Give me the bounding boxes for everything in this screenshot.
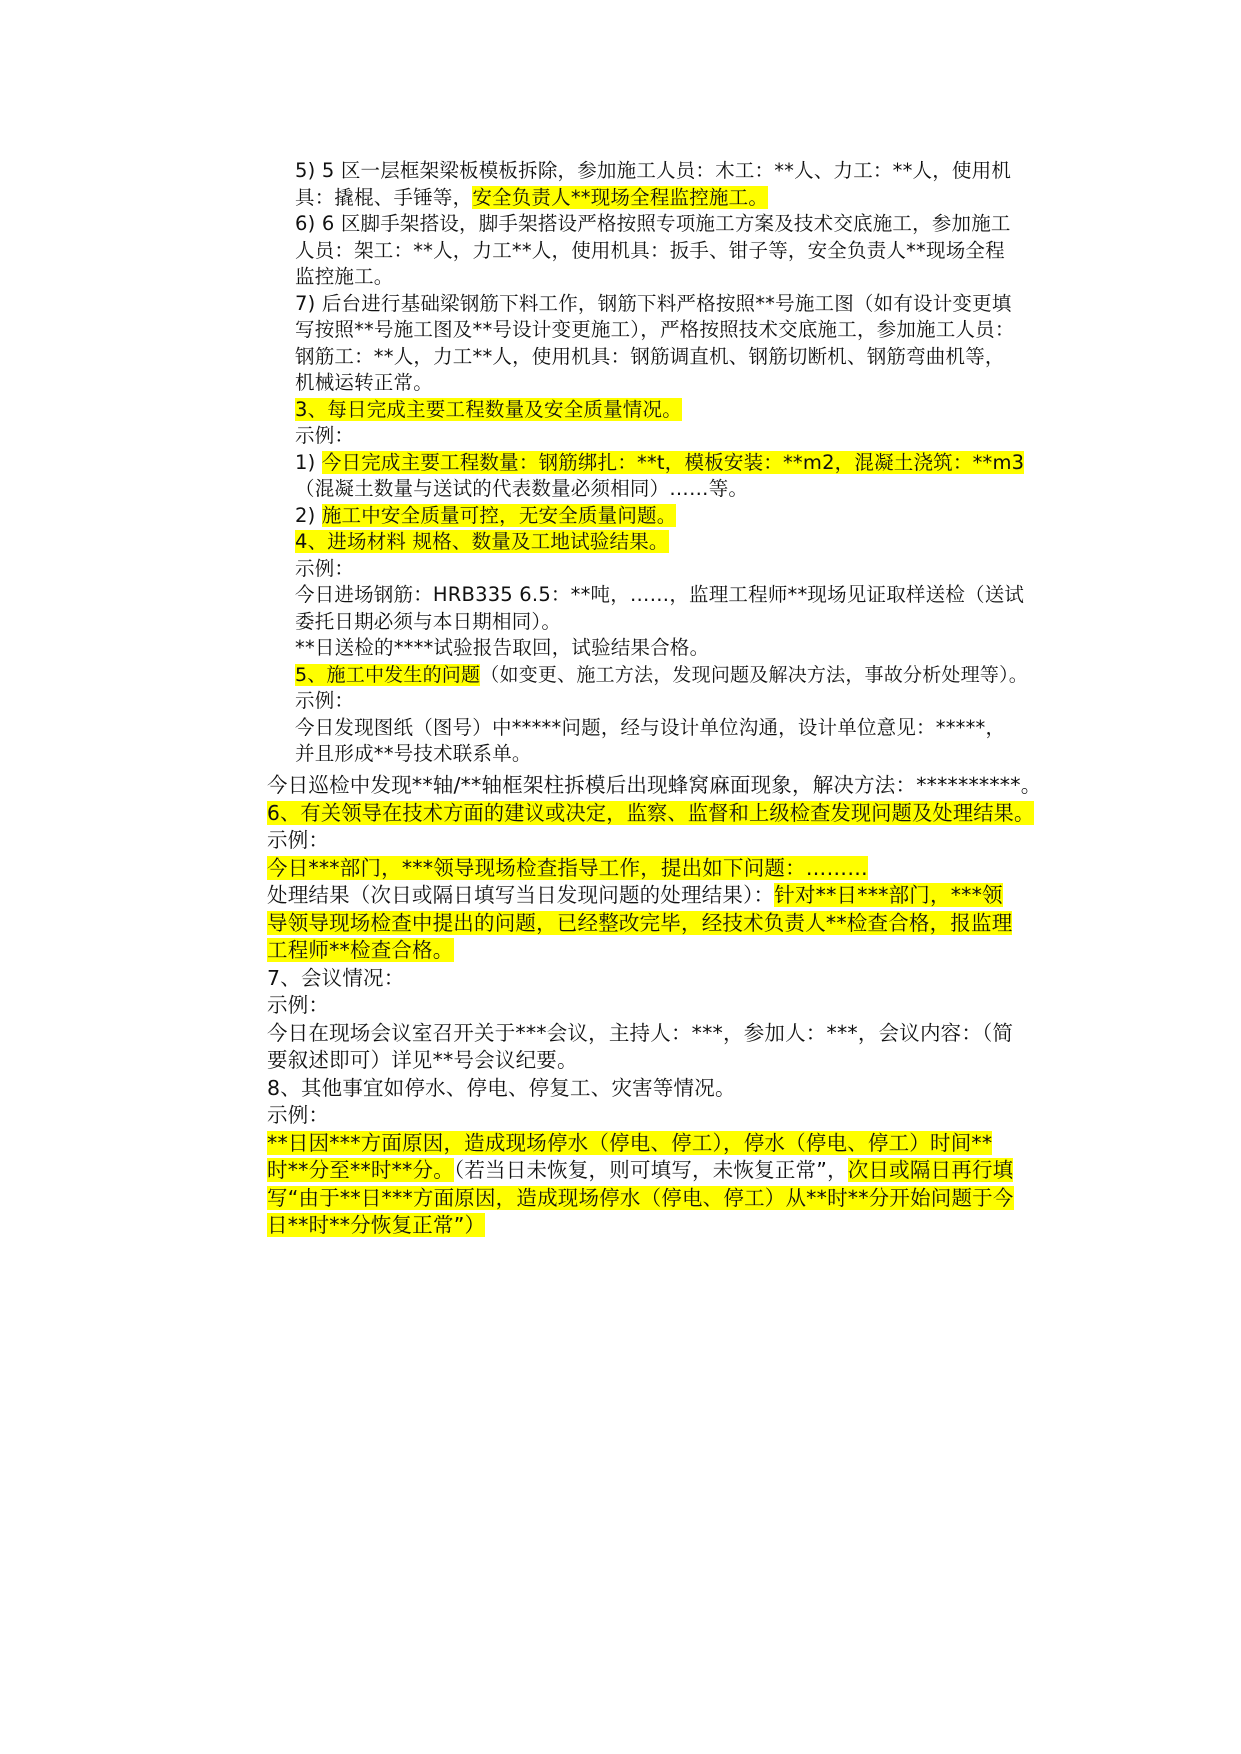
section-heading bbox=[295, 529, 1035, 556]
text-run: 示例： bbox=[267, 993, 330, 1017]
text-run: （如变更、施工方法，发现问题及解决方法，事故分析处理等）。 bbox=[480, 663, 1028, 686]
highlighted-text: 日**时**分恢复正常”） bbox=[267, 1213, 486, 1237]
construction-log-continued bbox=[267, 772, 1042, 1240]
highlighted-text: 工程师**检查合格。 bbox=[267, 938, 454, 962]
highlighted-text: 安全负责人**现场全程监控施工。 bbox=[472, 185, 769, 209]
text-line bbox=[295, 609, 1035, 636]
highlighted-text: 次日或隔日再行填 bbox=[847, 1158, 1014, 1182]
text-line bbox=[267, 772, 1042, 800]
text-line bbox=[267, 937, 1042, 965]
text-line bbox=[267, 1020, 1042, 1048]
text-line bbox=[295, 635, 1035, 662]
text-run: 处理结果（次日或隔日填写当日发现问题的处理结果）： bbox=[267, 883, 775, 907]
text-run: 钢筋工：**人，力工**人，使用机具：钢筋调直机、钢筋切断机、钢筋弯曲机等， bbox=[295, 344, 1005, 368]
text-line bbox=[295, 291, 1035, 318]
text-run: 今日进场钢筋：HRB335 6.5：**吨，……，监理工程师**现场见证取样送检（送试 bbox=[295, 583, 1025, 606]
text-line bbox=[267, 910, 1042, 938]
text-line bbox=[295, 556, 1035, 583]
text-line bbox=[295, 264, 1035, 291]
text-run: 7) 后台进行基础梁钢筋下料工作，钢筋下料严格按照**号施工图（如有设计变更填 bbox=[295, 291, 1012, 315]
text-line bbox=[295, 158, 1035, 185]
text-run: 并且形成**号技术联系单。 bbox=[295, 742, 532, 765]
text-run: （混凝土数量与送试的代表数量必须相同）……等。 bbox=[295, 477, 749, 500]
text-line bbox=[295, 238, 1035, 265]
text-line bbox=[295, 185, 1035, 212]
text-run: **日送检的****试验报告取回，试验结果合格。 bbox=[295, 636, 710, 659]
text-line bbox=[295, 715, 1035, 742]
text-run: 示例： bbox=[295, 556, 355, 580]
text-run: 示例： bbox=[267, 1103, 330, 1127]
highlighted-text: **日因***方面原因，造成现场停水（停电、停工），停水（停电、停工）时间** bbox=[267, 1130, 993, 1155]
text-line bbox=[267, 1212, 1042, 1240]
text-run: 具：撬棍、手锤等， bbox=[295, 185, 473, 209]
section-heading bbox=[295, 662, 1035, 689]
text-line bbox=[267, 1130, 1042, 1158]
section-heading bbox=[267, 800, 1042, 828]
text-line bbox=[267, 1047, 1042, 1075]
text-run: 5) 5 区一层框架梁板模板拆除，参加施工人员：木工：**人、力工：**人，使用机 bbox=[295, 159, 1012, 182]
text-run: 示例： bbox=[267, 828, 330, 852]
text-run: 要叙述即可）详见**号会议纪要。 bbox=[267, 1048, 578, 1072]
text-run: 今日发现图纸（图号）中*****问题，经与设计单位沟通，设计单位意见：*****， bbox=[295, 715, 1006, 739]
text-run: 7、会议情况： bbox=[267, 965, 405, 990]
text-run: 6) 6 区脚手架搭设，脚手架搭设严格按照专项施工方案及技术交底施工，参加施工 bbox=[295, 212, 1011, 235]
text-line bbox=[267, 855, 1042, 883]
text-line bbox=[295, 503, 1035, 530]
highlighted-text: 导领导现场检查中提出的问题，已经整改完毕，经技术负责人**检查合格，报监理 bbox=[267, 910, 1013, 935]
text-line bbox=[295, 370, 1035, 397]
text-line bbox=[267, 992, 1042, 1020]
highlighted-text: 今日完成主要工程数量：钢筋绑扎：**t，模板安装：**m2，混凝土浇筑：**m3 bbox=[321, 450, 1025, 474]
text-run: 8、其他事宜如停水、停电、停复工、灾害等情况。 bbox=[267, 1075, 736, 1100]
highlighted-text: 4、进场材料 规格、数量及工地试验结果。 bbox=[295, 530, 669, 553]
text-line bbox=[267, 1185, 1042, 1213]
section-heading bbox=[267, 1075, 1042, 1103]
highlighted-text: 6、有关领导在技术方面的建议或决定，监察、监督和上级检查发现问题及处理结果。 bbox=[267, 800, 1035, 825]
text-line bbox=[267, 1102, 1042, 1130]
section-heading bbox=[267, 965, 1042, 993]
text-run: 今日巡检中发现**轴/**轴框架柱拆模后出现蜂窝麻面现象，解决方法：**********。 bbox=[267, 773, 1042, 797]
text-line bbox=[295, 450, 1035, 477]
highlighted-text: 3、每日完成主要工程数量及安全质量情况。 bbox=[295, 397, 682, 421]
text-line bbox=[295, 344, 1035, 371]
text-run: 委托日期必须与本日期相同）。 bbox=[295, 609, 562, 633]
highlighted-text: 时**分至**时**分。 bbox=[267, 1158, 454, 1182]
text-run: 机械运转正常。 bbox=[295, 371, 433, 394]
text-line bbox=[295, 476, 1035, 503]
text-run: 人员：架工：**人，力工**人，使用机具：扳手、钳子等，安全负责人**现场全程 bbox=[295, 238, 1005, 262]
text-run: 示例： bbox=[295, 424, 355, 447]
text-run: 示例： bbox=[295, 689, 355, 712]
text-run: （若当日未恢复，则可填写，未恢复正常”， bbox=[453, 1158, 848, 1182]
text-line bbox=[267, 882, 1042, 910]
text-line bbox=[267, 1157, 1042, 1185]
text-run: 写按照**号施工图及**号设计变更施工），严格按照技术交底施工，参加施工人员： bbox=[295, 318, 1015, 341]
highlighted-text: 今日***部门，***领导现场检查指导工作，提出如下问题：……… bbox=[267, 855, 868, 880]
text-line bbox=[295, 582, 1035, 609]
text-line bbox=[295, 211, 1035, 238]
highlighted-text: 写“由于**日***方面原因，造成现场停水（停电、停工）从**时**分开始问题于今 bbox=[267, 1185, 1014, 1210]
text-line bbox=[295, 741, 1035, 768]
text-line bbox=[295, 317, 1035, 344]
text-line bbox=[295, 688, 1035, 715]
text-line bbox=[295, 423, 1035, 450]
section-heading bbox=[295, 397, 1035, 424]
text-line bbox=[267, 827, 1042, 855]
construction-log-items bbox=[295, 158, 1035, 768]
highlighted-text: 针对**日***部门，***领 bbox=[774, 883, 1003, 907]
highlighted-text: 5、施工中发生的问题 bbox=[295, 663, 481, 686]
text-run: 2) bbox=[295, 503, 322, 527]
text-run: 1) bbox=[295, 450, 322, 474]
text-run: 今日在现场会议室召开关于***会议，主持人：***，参加人：***，会议内容：（简 bbox=[267, 1020, 1014, 1045]
highlighted-text: 施工中安全质量可控，无安全质量问题。 bbox=[321, 503, 677, 527]
text-run: 监控施工。 bbox=[295, 265, 394, 288]
